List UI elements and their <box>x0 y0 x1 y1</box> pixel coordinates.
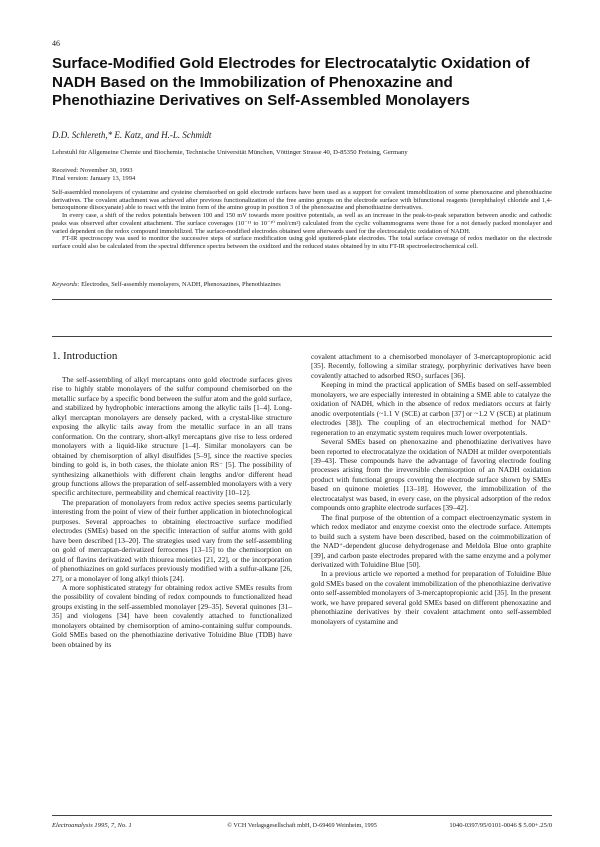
body-paragraph: The final purpose of the obtention of a compact electroenzymatic system in which redox mediator and enzyme coexist onto the electrode surface. Attempts to build such a system have been described, based on the coimmobilization of the NAD⁺-dependent glucose dehydrogenase and Meldola Blue onto graphite [39], and carbon paste electrodes prepared with the same enzyme and a polymer derivatized with Toluidine Blue [50]. <box>311 512 551 569</box>
body-paragraph: covalent attachment to a chemisorbed monolayer of 3-mercaptopropionic acid [35]. Recently, following a similar strategy, porphyrinic derivatives have been covalently attached to adsorbed RSO₂ surfaces [36]. <box>311 352 551 380</box>
keywords-label: Keywords: <box>52 281 80 288</box>
body-paragraph: Several SMEs based on phenoxazine and phenothiazine derivatives have been reported to electrocatalyze the oxidation of NADH at milder overpotentials [39–43]. These compounds have the advantage of favoring electrode fouling processes arising from the irreversible chemisorption of an NADH oxidation product with functional groups covering the electrode surface shown by SMEs based on quinone moieties [13–18]. However, the immobilization of the electrocatalyst was based, in every case, on the physical adsorption of the redox compounds onto graphite electrode surfaces [39–42]. <box>311 437 551 513</box>
body-paragraph: A more sophisticated strategy for obtaining redox active SMEs results from the possibility of covalent binding of redox compounds to functionalized head groups existing in the self-assembled monolayer [29–35]. Several quinones [31–35] and viologens [34] have been covalently attached to functionalized monolayers obtained by chemisorption of amino-containing sulfur compounds. Gold SMEs based on the phenothiazine derivative Toluidine Blue (TDB) have been obtained by its <box>52 582 292 649</box>
body-paragraph: Keeping in mind the practical application of SMEs based on self-assembled monolayers, we are especially interested in obtaining a SME able to catalyze the oxidation of NADH, which in the absence of redox mediators occurs at fairly anodic overpotentials (~1.1 V (SCE) at carbon [37] or ~1.2 V (SCE) at platinum electrodes [38]). The coupling of an electrochemical method for NAD⁺ regeneration to an enzymatic system requires much lower overpotentials. <box>311 380 551 437</box>
section-divider <box>52 336 552 337</box>
body-paragraph: The self-assembling of alkyl mercaptans onto gold electrode surfaces gives rise to highly stable monolayers of the sulfur compound chemisorbed on the metallic surface by a specific bond between the sulfur atom and the gold surface, and stabilized by hydrophobic interactions among the alkylic tails [1–4]. Long-alkyl mercaptan monolayers are densely packed, with a crystal-like structure exposing the alkylic tails away from the metallic surface in an all trans conformation. On the contrary, short-alkyl mercaptans give rise to less ordered monolayers with a liquid-like structure [1–4]. Similar monolayers can be obtained by chemisorption of alkyl disulfides [5–9], since the reactive species binding to gold is, in both cases, the thiolate anion RS⁻ [5]. The possibility of synthesizing alkanethiols with different chain lengths and/or different head group functions allows the preparation of self-assembled monolayers with a very specific architecture, permeability and chemical reactivity [10–12]. <box>52 375 292 498</box>
footer-issn: 1040-0397/95/0101-0046 $ 5.00+.25/0 <box>449 822 552 829</box>
abstract-paragraph: FT-IR spectroscopy was used to monitor the successive steps of surface modification using gold sputtered-plate electrodes. The total surface coverage of redox mediator on the electrode surface could also be calculated from the spectral difference spectra between the oxidized and the reduced states obtained by in situ FT-IR spectroelectrochemical cell. <box>52 235 552 250</box>
body-paragraph: The preparation of monolayers from redox active species seems particularly interesting from the point of view of their further application in biotechnological purposes. Several approaches to obtaining electroactive surface modified electrodes (SMEs) based on the specific interaction of sulfur atoms with gold have been described [13–20]. The strategies used vary from the self-assembling on gold of mercaptan-derivatized ferrocenes [13–15] to the chemisorption on gold of flavins derivatized with thiourea moieties [21, 22], or the incorporation of phenothiazines on gold surfaces previously modified with a sulfur-alkane [26, 27], or a monolayer of long alkyl thiols [24]. <box>52 497 292 583</box>
final-version-date: Final version: January 13, 1994 <box>52 175 136 182</box>
body-paragraph: In a previous article we reported a method for preparation of Toluidine Blue gold SMEs based on the covalent immobilization of the phenothiazine derivative onto self-assembled monolayers of 3-mercaptopropionic acid [35]. In the present work, we have prepared several gold SMEs based on different phenoxazine and phenothiazine derivatives by their covalent attachment onto self-assembled monolayers of cystamine and <box>311 569 551 626</box>
dates <box>52 167 135 183</box>
received-date: Received: November 30, 1993 <box>52 167 133 174</box>
keywords <box>52 281 552 288</box>
page-number: 46 <box>52 39 60 48</box>
footer-journal: Electroanalysis 1995, 7, No. 1 <box>52 822 132 829</box>
article-title: Surface-Modified Gold Electrodes for Electrocatalytic Oxidation of NADH Based on the Immobilization of Phenoxazine and Phenothiazine Derivatives on Self-Assembled Monolayers <box>52 55 530 110</box>
abstract <box>52 189 552 251</box>
right-column <box>311 352 551 626</box>
footer-publisher: © VCH Verlagsgesellschaft mbH, D-69469 Weinheim, 1995 <box>227 822 377 829</box>
authors: D.D. Schlereth,* E. Katz, and H.-L. Schmidt <box>52 130 212 140</box>
footer-divider <box>52 815 552 816</box>
section-divider <box>52 299 552 300</box>
left-column <box>52 375 292 649</box>
affiliation: Lehrstuhl für Allgemeine Chemie und Biochemie, Technische Universität München, Vöttinger Strasse 40, D-85350 Freising, Germany <box>52 149 408 156</box>
abstract-paragraph: Self-assembled monolayers of cystamine and cysteine chemisorbed on gold electrode surfaces have been used as a support for covalent immobilization of some phenoxazine and phenothiazine derivatives. The covalent attachment was achieved after previous functionalization of the free amino groups on the electrode surface with bifunctional reagents (terephthaloyl chloride and 1,4-benzoquinone diisocyanate) able to react with the imino form of the amino group in position 3 of the phenoxazine and phenothiazine derivatives. <box>52 189 552 212</box>
keywords-list: Electrodes, Self-assembly monolayers, NADH, Phenoxazines, Phenothiazines <box>81 281 281 288</box>
section-heading: 1. Introduction <box>52 350 118 362</box>
abstract-paragraph: In every case, a shift of the redox potentials between 100 and 150 mV towards more positive potentials, as well as an increase in the peak-to-peak separation between anodic and cathodic peaks was observed after covalent attachment. The surface coverages (10⁻¹¹ to 10⁻¹⁰ mol/cm²) calculated from the cyclic voltammograms were those for a not densely packed monolayer and varied dependent on the redox compound immobilized. The surface-modified electrodes obtained were afterwards used for the electrocatalytic oxidation of NADH. <box>52 212 552 235</box>
